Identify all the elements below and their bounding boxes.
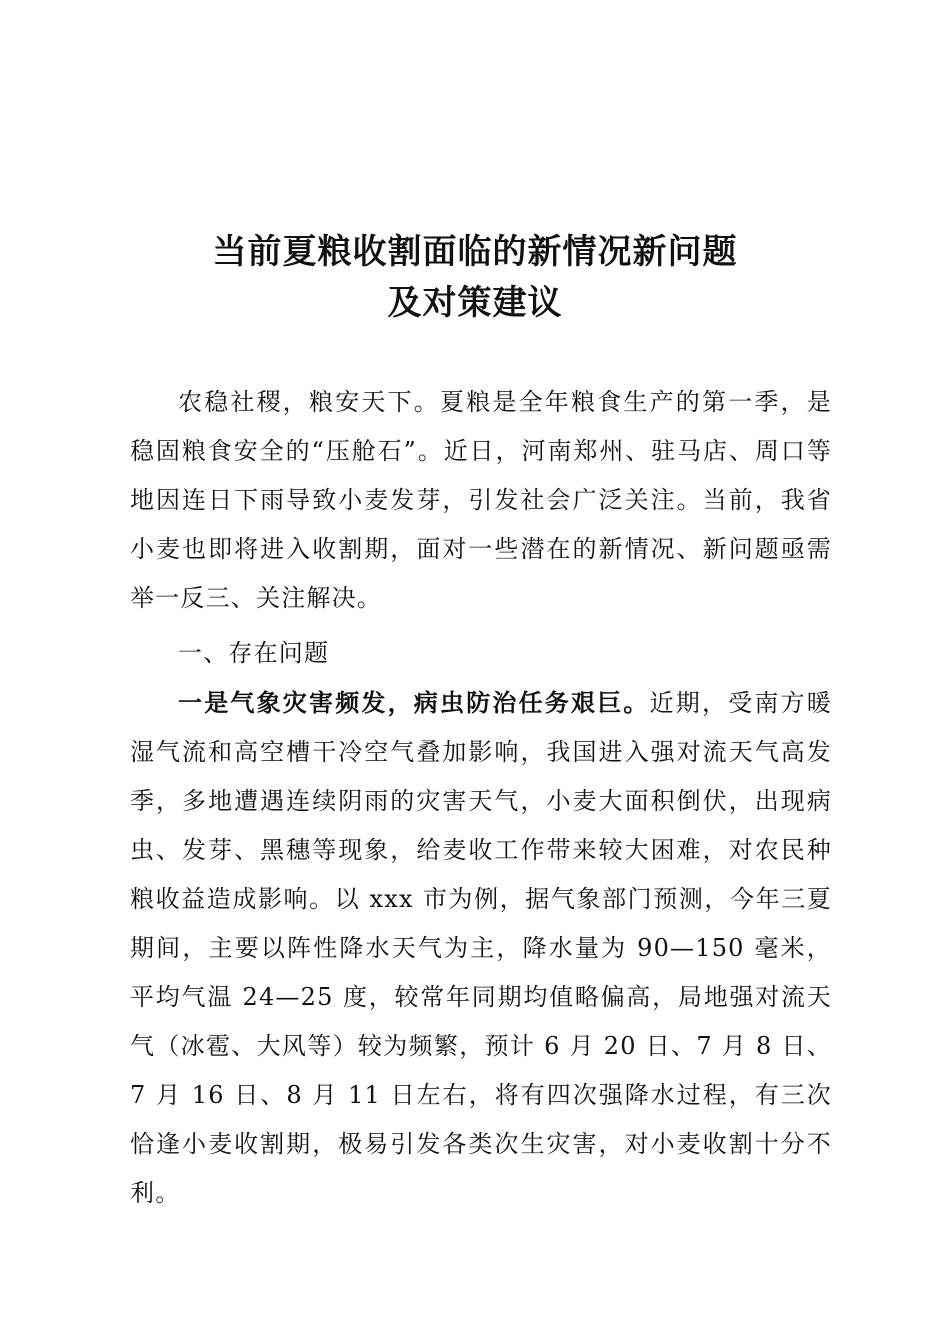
- problem-paragraph-1: [130, 678, 832, 1218]
- intro-paragraph: 农稳社稷，粮安天下。夏粮是全年粮食生产的第一季，是稳固粮食安全的“压舱石”。近日，河南郑州、驻马店、周口等地因连日下雨导致小麦发芽，引发社会广泛关注。当前，我省小麦也即将进入收割期，面对一些潜在的新情况、新问题亟需举一反三、关注解决。: [130, 388, 832, 612]
- problem-1-body: 近期，受南方暖湿气流和高空槽干冷空气叠加影响，我国进入强对流天气高发季，多地遭遇连续阴雨的灾害天气，小麦大面积倒伏，出现病虫、发芽、黑穗等现象，给麦收工作带来较大困难，对农民种粮收益造成影响。以 xxx 市为例，据气象部门预测，今年三夏期间，主要以阵性降水天气为主，降水量为 90—150 毫米，平均气温 24—25 度，较常年同期均值略偏高，局地强对流天气（冰雹、大风等）较为频繁，预计 6 月 20 日、7 月 8 日、7 月 16 日、8 月 11 日左右，将有四次强降水过程，有三次恰逢小麦收割期，极易引发各类次生灾害，对小麦收割十分不利。: [130, 689, 832, 1207]
- section-heading-problems: 一、存在问题: [178, 639, 330, 667]
- document-title-line-1: 当前夏粮收割面临的新情况新问题: [212, 232, 738, 272]
- document-title-line-2: 及对策建议: [387, 283, 563, 323]
- problem-1-lead: 一是气象灾害频发，病虫防治任务艰巨。: [178, 688, 650, 717]
